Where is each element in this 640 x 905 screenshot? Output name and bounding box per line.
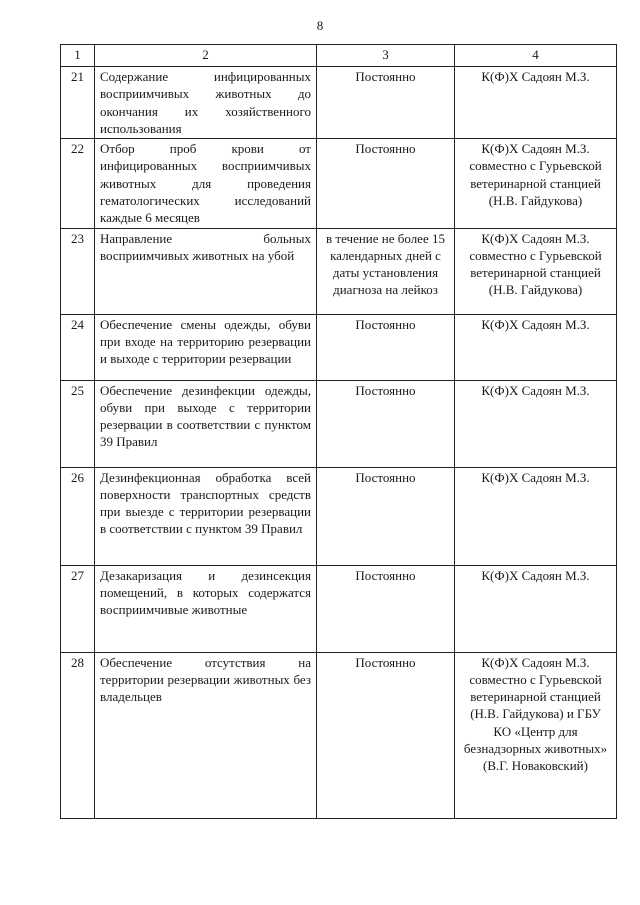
table-row: [61, 467, 617, 565]
table-row: [61, 565, 617, 652]
table-header-row: [61, 45, 617, 67]
measure-description: Содержание инфицированных восприимчивых животных до окончания их хозяйственного использования: [95, 67, 317, 139]
measure-description: Дезинфекционная обработка всей поверхности транспортных средств при выезде с территории резервации в соответствии с пунктом 39 Правил: [95, 467, 317, 565]
header-col-4: 4: [455, 45, 617, 67]
measure-term: Постоянно: [317, 139, 455, 228]
measure-description: Обеспечение дезинфекции одежды, обуви при выходе с территории резервации в соответствии с пунктом 39 Правил: [95, 380, 317, 467]
measures-table: [60, 44, 617, 819]
table-body: [61, 67, 617, 819]
table-row: [61, 314, 617, 380]
row-number: 26: [61, 467, 95, 565]
responsible-party: К(Ф)Х Садоян М.З.: [455, 467, 617, 565]
page-number: 8: [316, 18, 324, 33]
responsible-party: К(Ф)Х Садоян М.З.: [455, 380, 617, 467]
responsible-party: К(Ф)Х Садоян М.З.: [455, 565, 617, 652]
responsible-party: К(Ф)Х Садоян М.З.: [455, 67, 617, 139]
table-row: [61, 652, 617, 818]
measure-term: Постоянно: [317, 467, 455, 565]
row-number: 24: [61, 314, 95, 380]
measure-term: Постоянно: [317, 380, 455, 467]
measure-term: в течение не более 15 календарных дней с даты установления диагноза на лейкоз: [317, 228, 455, 314]
row-number: 23: [61, 228, 95, 314]
responsible-party: К(Ф)Х Садоян М.З. совместно с Гурьевской ветеринарной станцией (Н.В. Гайдукова) и ГБУ КО «Центр для безнадзорных животных» (В.Г. Новаковский): [455, 652, 617, 818]
header-col-1: 1: [61, 45, 95, 67]
measure-description: Обеспечение отсутствия на территории резервации животных без владельцев: [95, 652, 317, 818]
table-row: [61, 67, 617, 139]
table-row: [61, 380, 617, 467]
responsible-party: К(Ф)Х Садоян М.З.: [455, 314, 617, 380]
measure-term: Постоянно: [317, 314, 455, 380]
measure-description: Направление больных восприимчивых животных на убой: [95, 228, 317, 314]
row-number: 21: [61, 67, 95, 139]
measure-description: Обеспечение смены одежды, обуви при входе на территорию резервации и выходе с территории резервации: [95, 314, 317, 380]
measure-term: Постоянно: [317, 652, 455, 818]
header-col-2: 2: [95, 45, 317, 67]
measure-term: Постоянно: [317, 67, 455, 139]
measure-description: Отбор проб крови от инфицированных восприимчивых животных для проведения гематологических исследований каждые 6 месяцев: [95, 139, 317, 228]
responsible-party: К(Ф)Х Садоян М.З. совместно с Гурьевской ветеринарной станцией (Н.В. Гайдукова): [455, 139, 617, 228]
row-number: 28: [61, 652, 95, 818]
header-col-3: 3: [317, 45, 455, 67]
table-row: [61, 228, 617, 314]
measure-term: Постоянно: [317, 565, 455, 652]
row-number: 22: [61, 139, 95, 228]
row-number: 25: [61, 380, 95, 467]
responsible-party: К(Ф)Х Садоян М.З. совместно с Гурьевской ветеринарной станцией (Н.В. Гайдукова): [455, 228, 617, 314]
row-number: 27: [61, 565, 95, 652]
measure-description: Дезакаризация и дезинсекция помещений, в которых содержатся восприимчивые животные: [95, 565, 317, 652]
table-row: [61, 139, 617, 228]
